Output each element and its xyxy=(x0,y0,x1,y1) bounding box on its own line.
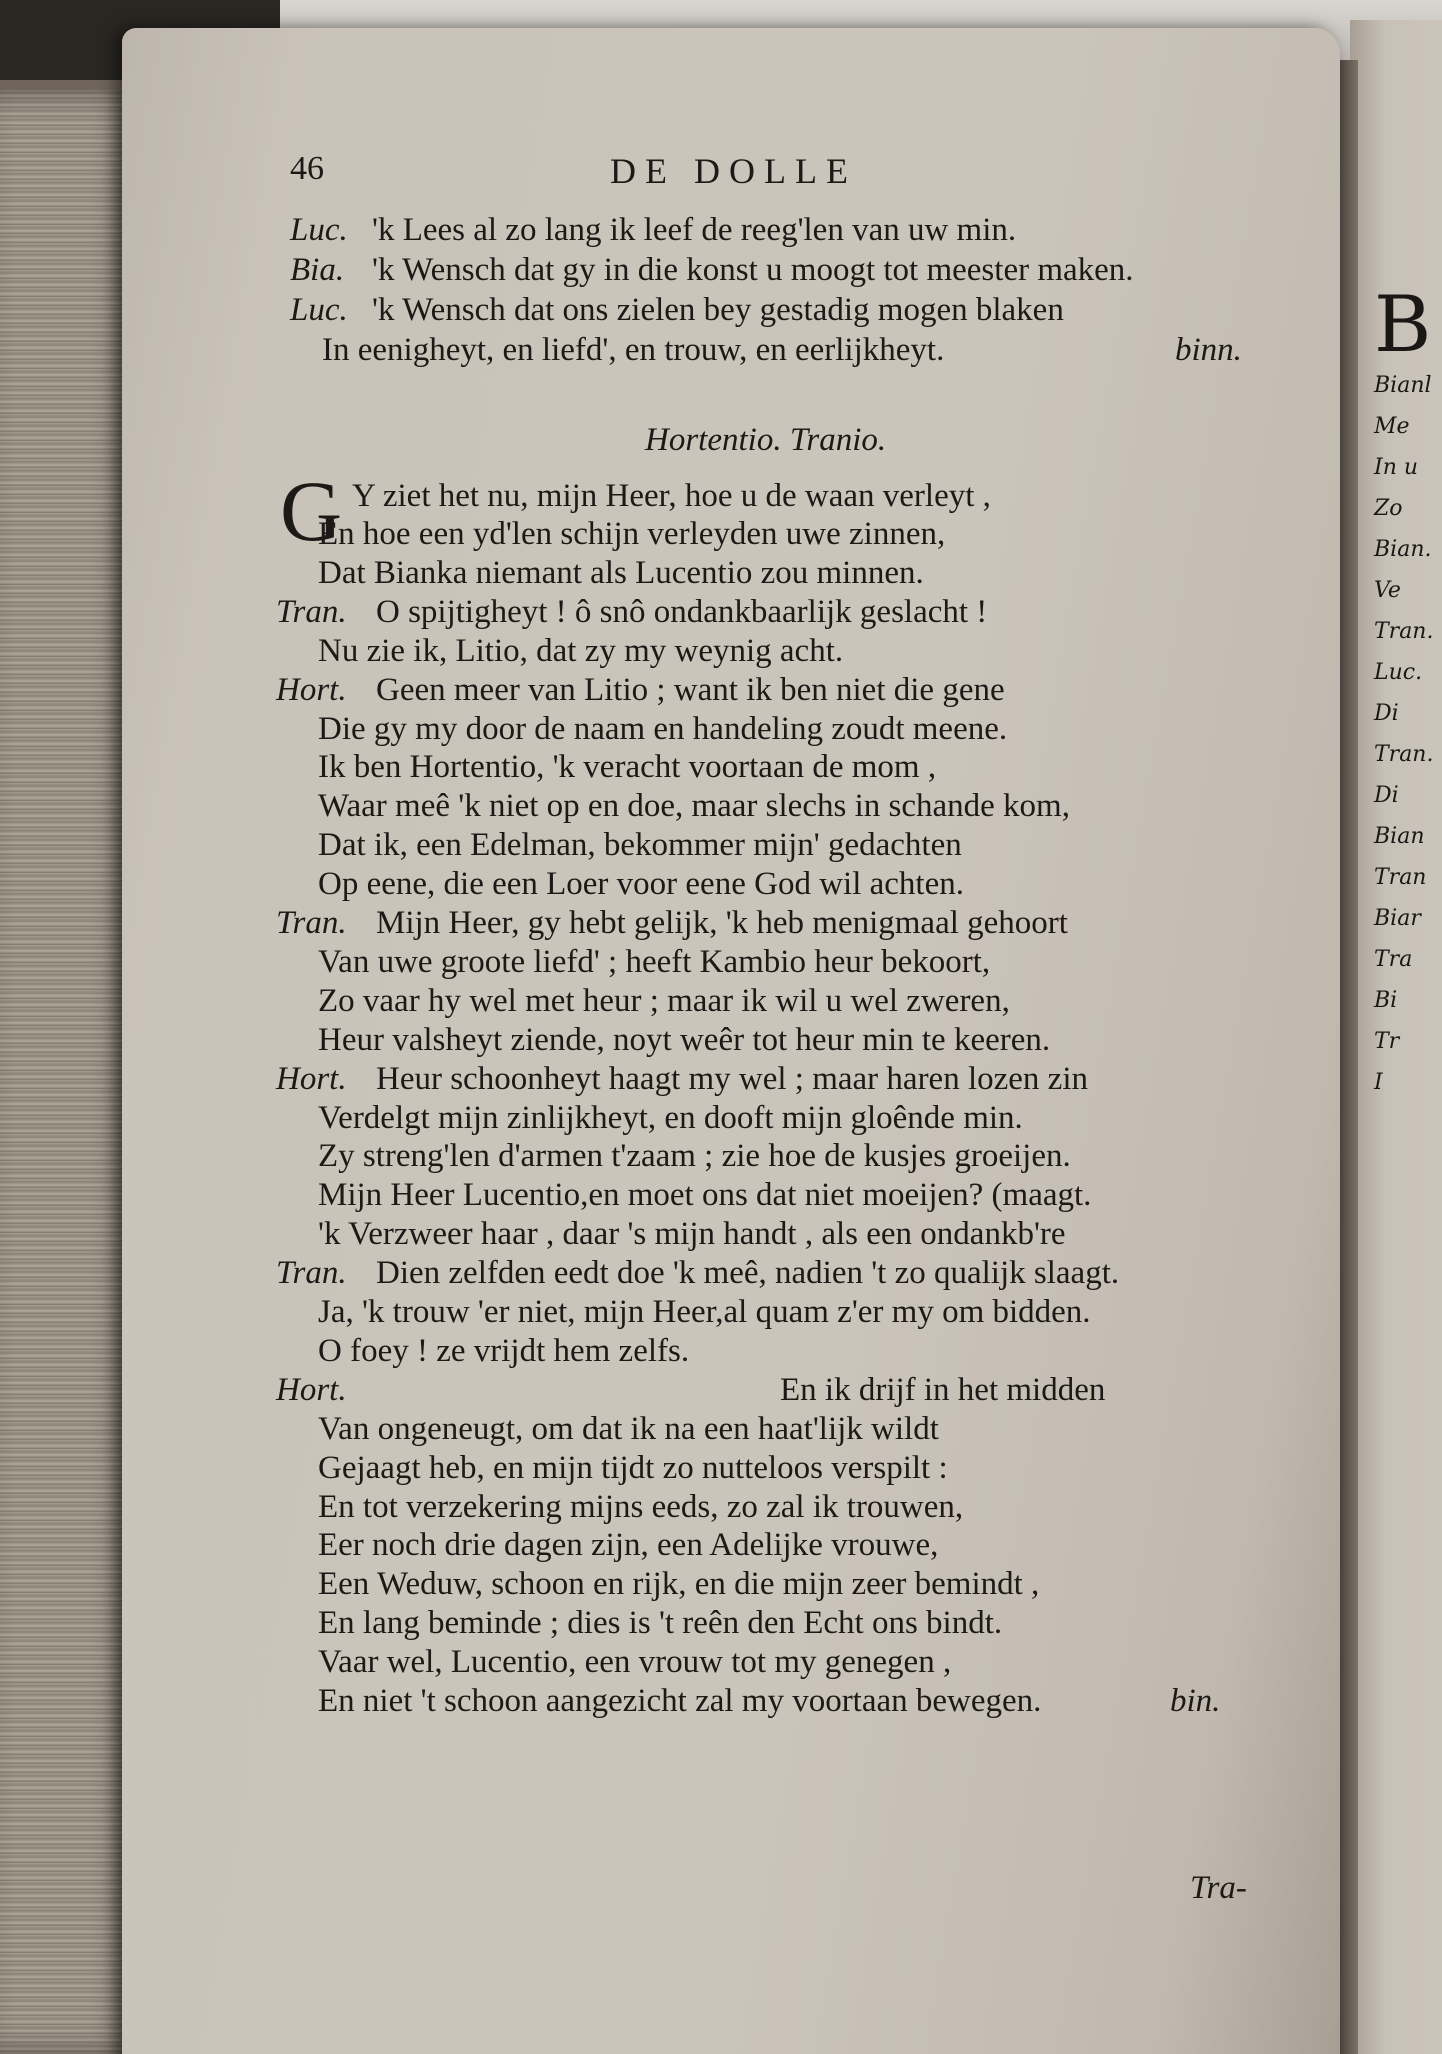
page-number: 46 xyxy=(290,150,324,187)
facing-fragment: Bian. xyxy=(1374,537,1432,562)
facing-fragment: Bianl xyxy=(1374,373,1432,398)
verse-line: O spijtigheyt ! ô snô ondankbaarlijk geslacht ! xyxy=(376,593,988,630)
catchword: Tra- xyxy=(1190,1870,1247,1906)
speaker-label: Bia. xyxy=(290,252,345,288)
facing-fragment: Tran xyxy=(1374,865,1427,890)
verse-line: Ja, 'k trouw 'er niet, mijn Heer,al quam z'er my om bidden. xyxy=(318,1294,1091,1330)
running-title: DE DOLLE xyxy=(610,151,857,191)
verse-line: Vaar wel, Lucentio, een vrouw tot my genegen , xyxy=(318,1644,952,1681)
verse-line: 'k Lees al zo lang ik leef de reeg'len van uw min. xyxy=(372,212,1017,248)
verse-line: 'k Wensch dat ons zielen bey gestadig mogen blaken xyxy=(372,292,1064,328)
speaker-label: Luc. xyxy=(290,292,348,328)
drop-capital: G xyxy=(280,463,343,559)
verse-line: 'k Verzweer haar , daar 's mijn handt , als een ondankb're xyxy=(318,1216,1066,1253)
facing-fragment: Tra xyxy=(1374,947,1413,972)
verse-line: Heur schoonheyt haagt my wel ; maar haren lozen zin xyxy=(376,1060,1088,1097)
facing-fragment: Tran. xyxy=(1374,742,1434,767)
verse-line: In eenigheyt, en liefd', en trouw, en eerlijkheyt. xyxy=(322,332,945,368)
facing-fragment: Bi xyxy=(1374,988,1398,1013)
stage-direction: bin. xyxy=(1170,1683,1221,1719)
facing-fragment: Me xyxy=(1374,414,1410,439)
verse-line: En hoe een yd'len schijn verleyden uwe zinnen, xyxy=(318,516,946,552)
verse-line: Heur valsheyt ziende, noyt weêr tot heur min te keeren. xyxy=(318,1021,1051,1058)
first-line: Y ziet het nu, mijn Heer, hoe u de waan verleyt , xyxy=(352,478,991,514)
verse-line: En ik drijf in het midden xyxy=(780,1371,1106,1408)
verse-line: Dien zelfden eedt doe 'k meê, nadien 't zo qualijk slaagt. xyxy=(376,1255,1120,1292)
speaker-label: Hort. xyxy=(276,671,347,708)
verse-line: O foey ! ze vrijdt hem zelfs. xyxy=(318,1332,690,1369)
facing-fragment: B xyxy=(1374,280,1432,370)
speaker-label: Hort. xyxy=(276,1371,347,1408)
speaker-label: Tran. xyxy=(276,905,347,941)
verse-line: Dat ik, een Edelman, bekommer mijn' gedachten xyxy=(318,827,962,864)
verse-line: Die gy my door de naam en handeling zoudt meene. xyxy=(318,710,1008,747)
speaker-label: Hort. xyxy=(276,1060,347,1097)
facing-fragment: Bian xyxy=(1374,824,1425,849)
facing-fragment: Zo xyxy=(1374,496,1403,521)
verse-line: En niet 't schoon aangezicht zal my voortaan bewegen. xyxy=(318,1683,1042,1719)
verse-line: Een Weduw, schoon en rijk, en die mijn zeer bemindt , xyxy=(318,1566,1040,1603)
facing-fragment: Di xyxy=(1374,701,1399,726)
facing-fragment: In u xyxy=(1374,455,1419,480)
verse-line: Nu zie ik, Litio, dat zy my weynig acht. xyxy=(318,632,844,669)
verse-line: Eer noch drie dagen zijn, een Adelijke vrouwe, xyxy=(318,1527,939,1564)
verse-line: Waar meê 'k niet op en doe, maar slechs in schande kom, xyxy=(318,788,1070,825)
verse-line: Mijn Heer, gy hebt gelijk, 'k heb menigmaal gehoort xyxy=(376,905,1068,941)
verse-line: Geen meer van Litio ; want ik ben niet die gene xyxy=(376,671,1005,708)
facing-fragment: Tr xyxy=(1374,1029,1400,1054)
speaker-label: Tran. xyxy=(276,593,347,630)
facing-fragment: Luc. xyxy=(1374,660,1423,685)
scene-heading: Hortentio. Tranio. xyxy=(645,422,887,458)
verse-line: En lang beminde ; dies is 't reên den Echt ons bindt. xyxy=(318,1605,1003,1642)
stage-direction: binn. xyxy=(1175,332,1242,368)
verse-line: Van uwe groote liefd' ; heeft Kambio heur bekoort, xyxy=(318,943,991,980)
verse-line: En tot verzekering mijns eeds, zo zal ik trouwen, xyxy=(318,1488,964,1525)
verse-line: Op eene, die een Loer voor eene God wil achten. xyxy=(318,866,964,903)
verse-line: Gejaagt heb, en mijn tijdt zo nutteloos verspilt : xyxy=(318,1449,948,1486)
facing-fragment: Tran. xyxy=(1374,619,1434,644)
speaker-label: Luc. xyxy=(290,212,348,248)
verse-line: Zy streng'len d'armen t'zaam ; zie hoe de kusjes groeijen. xyxy=(318,1138,1071,1175)
verse-line: Ik ben Hortentio, 'k veracht voortaan de mom , xyxy=(318,749,937,786)
verse-line: Zo vaar hy wel met heur ; maar ik wil u wel zweren, xyxy=(318,982,1010,1019)
verse-line: Verdelgt mijn zinlijkheyt, en dooft mijn gloênde min. xyxy=(318,1099,1023,1136)
facing-fragment: Di xyxy=(1374,783,1399,808)
facing-fragment: Ve xyxy=(1374,578,1401,603)
speaker-label: Tran. xyxy=(276,1255,347,1292)
facing-fragment: I xyxy=(1374,1070,1383,1095)
verse-line: Van ongeneugt, om dat ik na een haat'lijk wildt xyxy=(318,1410,939,1447)
verse-line: Dat Bianka niemant als Lucentio zou minnen. xyxy=(318,554,924,591)
verse-line: 'k Wensch dat gy in die konst u moogt tot meester maken. xyxy=(372,252,1134,288)
facing-fragment: Biar xyxy=(1374,906,1421,931)
verse-line: Mijn Heer Lucentio,en moet ons dat niet moeijen? (maagt. xyxy=(318,1177,1092,1214)
